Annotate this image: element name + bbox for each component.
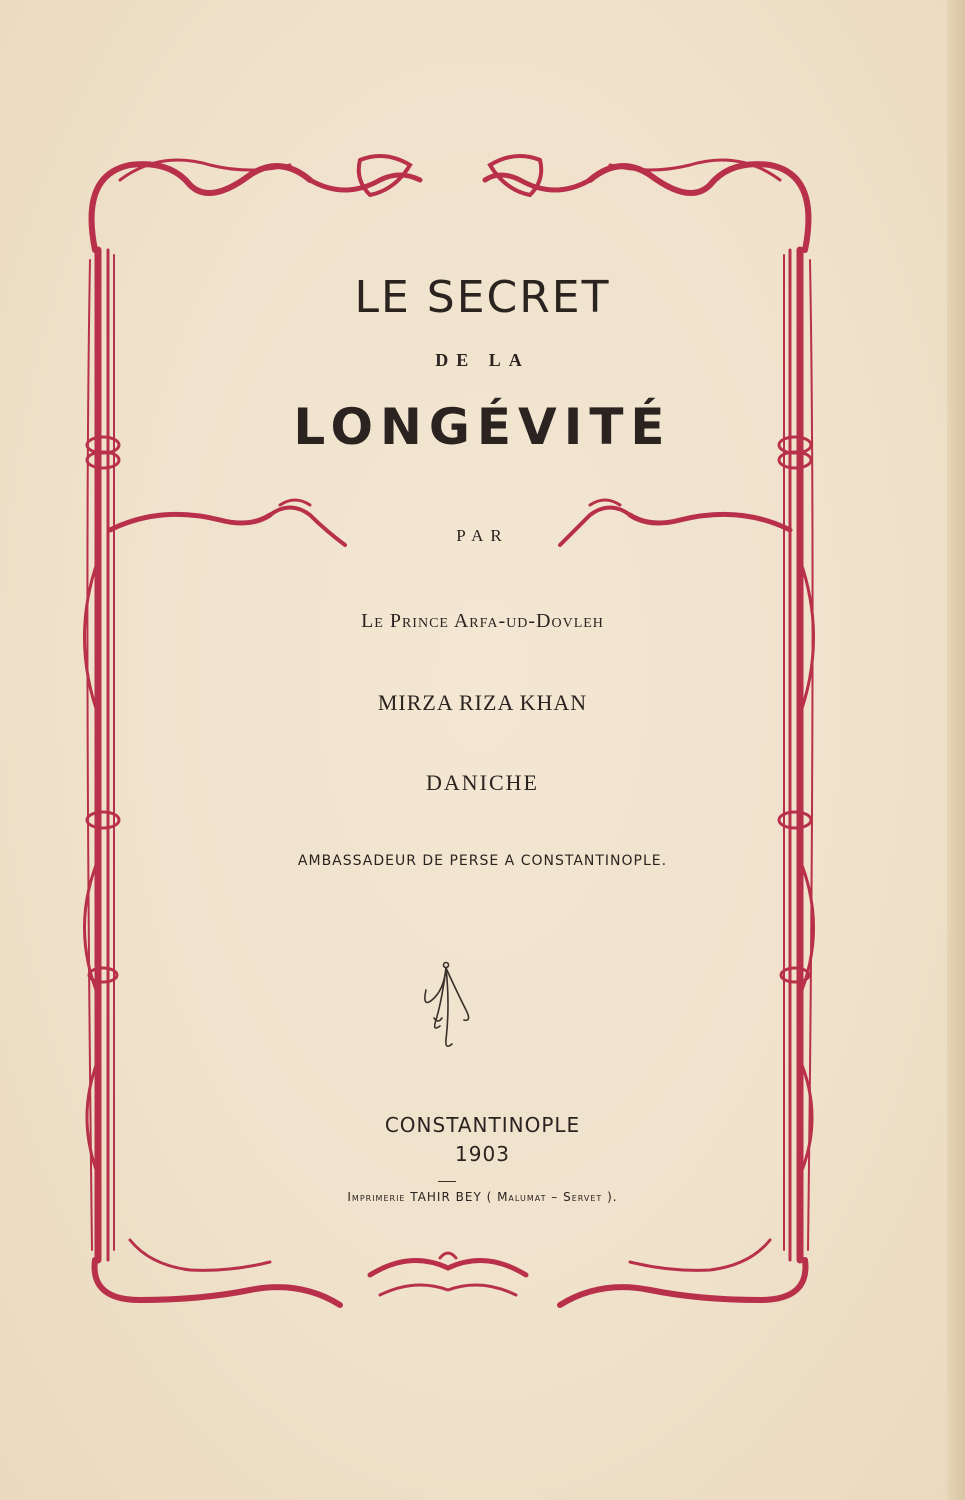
byline: PAR [456,526,509,545]
bottom-left-flourish [95,1240,340,1305]
imprint-year: 1903 [455,1142,510,1166]
imprint-printer: Imprimerie TAHIR BEY ( Malumat – Servet ). [347,1190,618,1204]
title-line-1: LE SECRET [354,272,611,323]
author-title: Le Prince Arfa-ud-Dovleh [361,610,604,632]
side-leaves [84,560,813,1180]
author-position: AMBASSADEUR DE PERSE A CONSTANTINOPLE. [297,853,668,869]
bottom-right-flourish [560,1240,805,1305]
imprint-city: CONSTANTINOPLE [384,1113,581,1137]
imprint-divider [438,1181,456,1182]
title-line-2: DE LA [435,350,530,370]
title-line-3: LONGÉVITÉ [293,398,672,456]
author-name: MIRZA RIZA KHAN [377,690,588,715]
leaf-sprig-icon [412,960,482,1052]
top-left-flourish [92,156,420,250]
bottom-center-ornament [370,1253,526,1295]
top-right-flourish [485,156,808,250]
author-surname: DANICHE [426,770,539,795]
